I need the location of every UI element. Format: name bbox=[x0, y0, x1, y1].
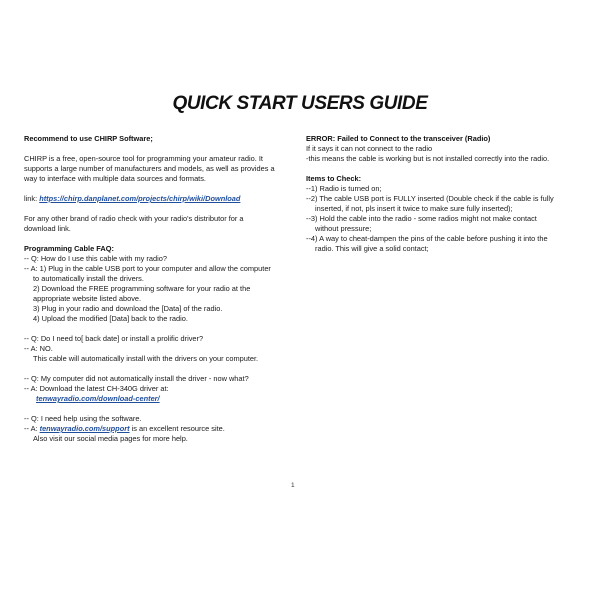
check-item-2-cont: inserted, if not, pls insert it twice to make sure fully inserted); bbox=[315, 204, 513, 213]
other-brand-1: For any other brand of radio check with your radio's distributor for a bbox=[24, 214, 244, 223]
faq-a1-line: 2) Download the FREE programming software for your radio at the bbox=[33, 284, 251, 293]
faq-q2: -- Q: Do I need to[ back date] or install a prolific driver? bbox=[24, 334, 204, 343]
error-line-1: If it says it can not connect to the radio bbox=[306, 144, 433, 153]
check-item-3-cont: without pressure; bbox=[315, 224, 372, 233]
check-item-4-cont: radio. This will give a solid contact; bbox=[315, 244, 429, 253]
guide-title: QUICK START USERS GUIDE bbox=[172, 93, 428, 114]
chirp-intro-3: way to interface with multiple data sources and formats. bbox=[24, 174, 206, 183]
faq-a2-detail: This cable will automatically install with the drivers on your computer. bbox=[33, 354, 259, 363]
chirp-intro-1: CHIRP is a free, open-source tool for programming your amateur radio. It bbox=[24, 154, 263, 163]
check-item-2: --2) The cable USB port is FULLY inserted (Double check if the cable is fully bbox=[306, 194, 554, 203]
faq-q1: -- Q: How do I use this cable with my radio? bbox=[24, 254, 167, 263]
faq-a3: -- A: Download the latest CH-340G driver at: bbox=[24, 384, 169, 393]
left-column bbox=[24, 134, 299, 444]
page-number: 1 bbox=[291, 482, 295, 489]
faq-a1-line: to automatically install the drivers. bbox=[33, 274, 144, 283]
link-prefix: link: bbox=[24, 194, 40, 203]
chirp-download-link[interactable]: https://chirp.danplanet.com/projects/chirp/wiki/Download bbox=[39, 194, 241, 203]
chirp-link-line bbox=[24, 194, 299, 204]
faq-a4-suffix: is an excellent resource site. bbox=[129, 424, 225, 433]
check-item-1: --1) Radio is turned on; bbox=[306, 184, 382, 193]
check-item-3: --3) Hold the cable into the radio - some radios might not make contact bbox=[306, 214, 537, 223]
right-column bbox=[306, 134, 591, 254]
other-brand-2: download link. bbox=[24, 224, 71, 233]
error-heading: ERROR: Failed to Connect to the transceiver (Radio) bbox=[306, 134, 491, 143]
faq-q3: -- Q: My computer did not automatically install the driver - now what? bbox=[24, 374, 249, 383]
faq-a4-detail: Also visit our social media pages for more help. bbox=[33, 434, 188, 443]
chirp-heading: Recommend to use CHIRP Software; bbox=[24, 134, 153, 143]
faq-a1-line: appropriate website listed above. bbox=[33, 294, 142, 303]
download-center-link[interactable]: tenwayradio.com/download-center/ bbox=[36, 394, 160, 403]
faq-a4-prefix: -- A: bbox=[24, 424, 40, 433]
faq-a1-line: 4) Upload the modified [Data] back to the radio. bbox=[33, 314, 188, 323]
faq-q4: -- Q: I need help using the software. bbox=[24, 414, 142, 423]
faq-a1: -- A: 1) Plug in the cable USB port to your computer and allow the computer bbox=[24, 264, 271, 273]
items-heading: Items to Check: bbox=[306, 174, 362, 183]
faq-a1-line: 3) Plug in your radio and download the [Data] of the radio. bbox=[33, 304, 223, 313]
support-link[interactable]: tenwayradio.com/support bbox=[39, 424, 130, 433]
faq-a2: -- A: NO. bbox=[24, 344, 53, 353]
chirp-intro-2: supports a large number of manufacturers and models, as well as provides a bbox=[24, 164, 275, 173]
faq-a4 bbox=[24, 424, 299, 434]
check-item-4: --4) A way to cheat-dampen the pins of the cable before pushing it into the bbox=[306, 234, 548, 243]
error-line-2: -this means the cable is working but is not installed correctly into the radio. bbox=[306, 154, 550, 163]
faq-heading: Programming Cable FAQ: bbox=[24, 244, 114, 253]
